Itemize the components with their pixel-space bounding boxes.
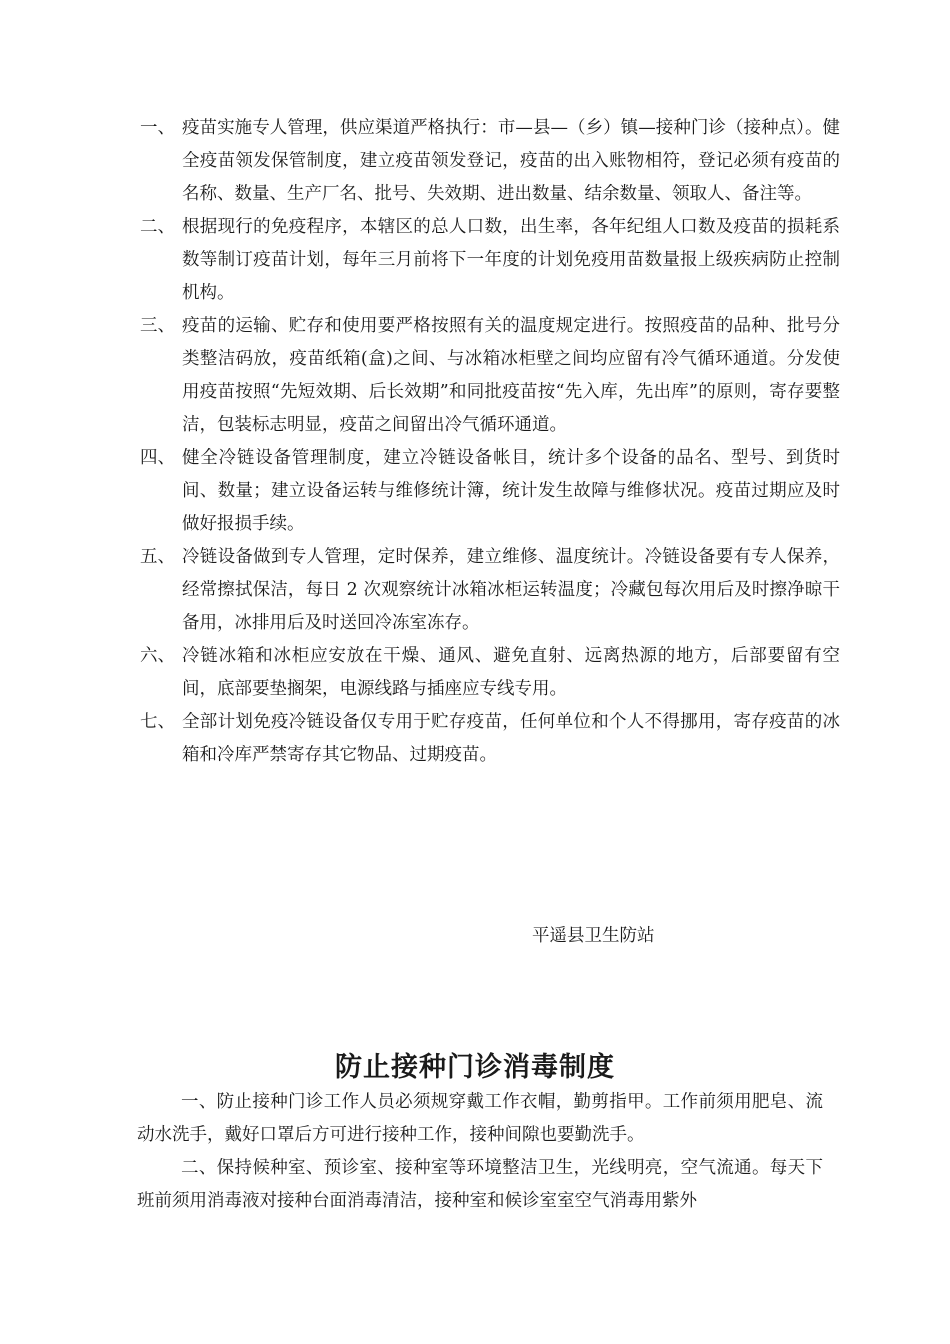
rule-number: 四、	[140, 448, 175, 468]
disinfection-rules	[137, 1086, 823, 1218]
rule-text: 冷链冰箱和冰柜应安放在干燥、通风、避免直射、远离热源的地方，后部要留有空间，底部要垫搁架，电源线路与插座应专线专用。	[182, 646, 840, 699]
rule-item	[140, 442, 840, 541]
rule-item	[140, 112, 840, 211]
rule-item	[140, 541, 840, 640]
section-title: 防止接种门诊消毒制度	[335, 1052, 615, 1084]
paragraph: 一、防止接种门诊工作人员必须规穿戴工作衣帽，勤剪指甲。工作前须用肥皂、流动水洗手，戴好口罩后方可进行接种工作，接种间隙也要勤洗手。	[137, 1092, 823, 1145]
rule-number: 七、	[140, 712, 175, 732]
paragraph: 二、保持候种室、预诊室、接种室等环境整洁卫生，光线明亮，空气流通。每天下班前须用消毒液对接种台面消毒清洁，接种室和候诊室室空气消毒用紫外	[137, 1158, 823, 1211]
rule-item	[140, 706, 840, 772]
rule-number: 三、	[140, 316, 175, 336]
rule-item	[140, 640, 840, 706]
rule-text: 根据现行的免疫程序，本辖区的总人口数，出生率，各年纪组人口数及疫苗的损耗系数等制订疫苗计划，每年三月前将下一年度的计划免疫用苗数量报上级疾病防止控制机构。	[182, 217, 840, 303]
rule-item	[140, 310, 840, 442]
rule-text: 疫苗实施专人管理，供应渠道严格执行：市—县—（乡）镇—接种门诊（接种点）。健全疫苗领发保管制度，建立疫苗领发登记，疫苗的出入账物相符，登记必须有疫苗的名称、数量、生产厂名、批号、失效期、进出数量、结余数量、领取人、备注等。	[182, 118, 840, 204]
rule-number: 一、	[140, 118, 175, 138]
rule-text: 冷链设备做到专人管理，定时保养，建立维修、温度统计。冷链设备要有专人保养，经常擦拭保洁，每日 2 次观察统计冰箱冰柜运转温度；冷藏包每次用后及时擦净晾干备用，冰排用后及时送回冷冻室冻存。	[182, 547, 840, 633]
rule-number: 二、	[140, 217, 175, 237]
rule-text: 疫苗的运输、贮存和使用要严格按照有关的温度规定进行。按照疫苗的品种、批号分类整洁码放，疫苗纸箱(盒)之间、与冰箱冰柜壁之间均应留有冷气循环通道。分发使用疫苗按照“先短效期、后长效期”和同批疫苗按“先入库，先出库”的原则，寄存要整洁，包装标志明显，疫苗之间留出冷气循环通道。	[182, 316, 840, 435]
rule-text: 全部计划免疫冷链设备仅专用于贮存疫苗，任何单位和个人不得挪用，寄存疫苗的冰箱和冷库严禁寄存其它物品、过期疫苗。	[182, 712, 840, 765]
rule-number: 六、	[140, 646, 175, 666]
rule-item	[140, 211, 840, 310]
rule-text: 健全冷链设备管理制度，建立冷链设备帐目，统计多个设备的品名、型号、到货时间、数量；建立设备运转与维修统计簿，统计发生故障与维修状况。疫苗过期应及时做好报损手续。	[182, 448, 840, 534]
issuer-signature: 平遥县卫生防站	[532, 926, 655, 946]
vaccine-management-rules	[140, 112, 840, 772]
rule-number: 五、	[140, 547, 175, 567]
